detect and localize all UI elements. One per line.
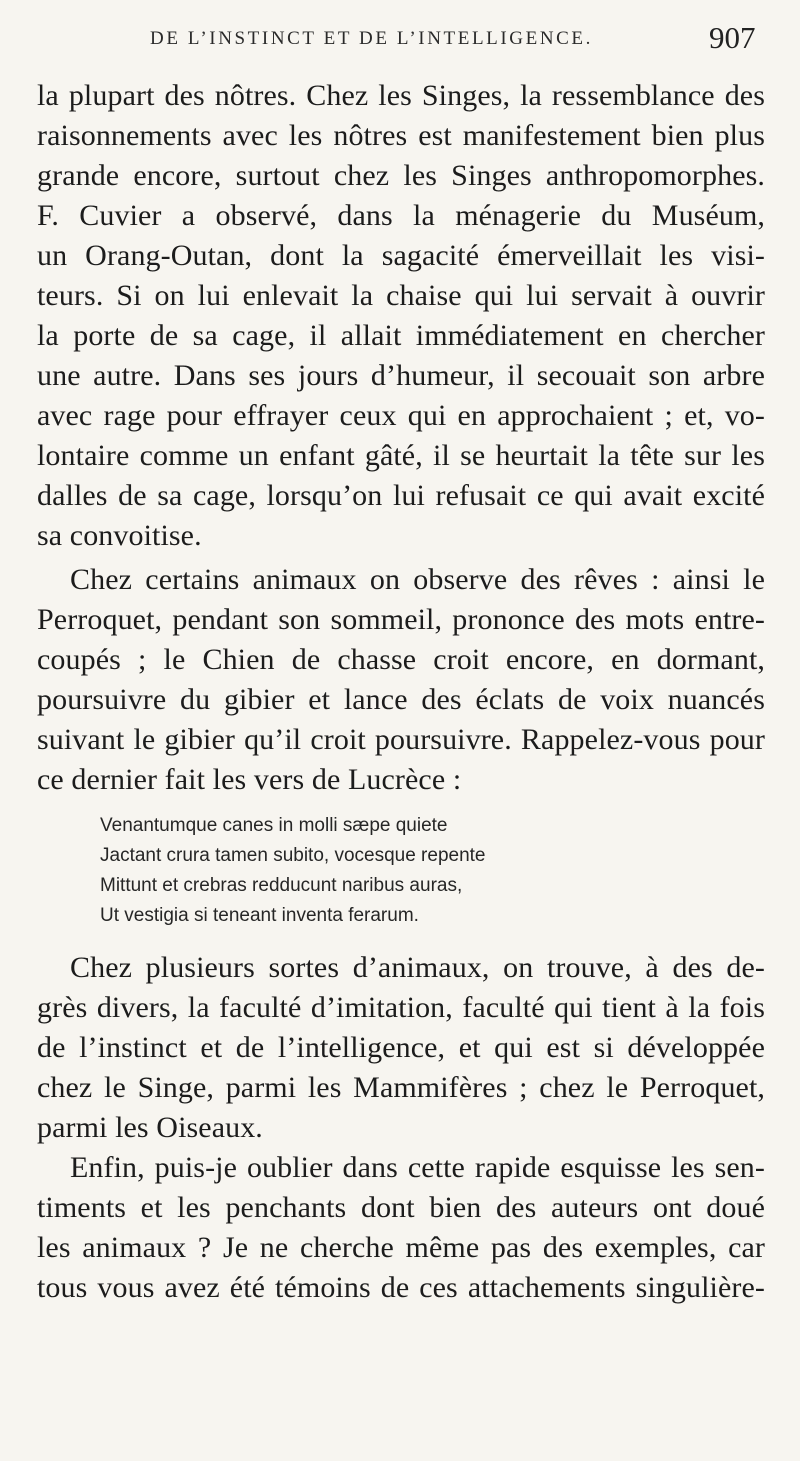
text-line: poursuivre du gibier et lance des éclats de voix nuancés	[37, 683, 765, 716]
text-line: la porte de sa cage, il allait immédiatement en chercher	[37, 319, 765, 352]
text-line: les animaux ? Je ne cherche même pas des exemples, car	[37, 1231, 765, 1264]
text-line: coupés ; le Chien de chasse croit encore, en dormant,	[37, 643, 765, 676]
text-line: dalles de sa cage, lorsqu’on lui refusait ce qui avait excité	[37, 479, 765, 512]
verse-line: Ut vestigia si teneant inventa ferarum.	[100, 905, 419, 926]
text-line: grès divers, la faculté d’imitation, faculté qui tient à la fois	[37, 991, 765, 1024]
text-line: raisonnements avec les nôtres est manifestement bien plus	[37, 119, 765, 152]
text-line: lontaire comme un enfant gâté, il se heurtait la tête sur les	[37, 439, 765, 472]
text-line: teurs. Si on lui enlevait la chaise qui lui servait à ouvrir	[37, 279, 765, 312]
text-line: Chez plusieurs sortes d’animaux, on trouve, à des de-	[70, 951, 765, 984]
text-line: grande encore, surtout chez les Singes anthropomorphes.	[37, 159, 765, 192]
text-line: la plupart des nôtres. Chez les Singes, la ressemblance des	[37, 79, 765, 112]
text-line: tous vous avez été témoins de ces attachements singulière-	[37, 1271, 765, 1304]
text-line: de l’instinct et de l’intelligence, et qui est si développée	[37, 1031, 765, 1064]
text-line: ce dernier fait les vers de Lucrèce :	[37, 763, 462, 796]
page-number: 907	[709, 20, 756, 55]
text-line: Perroquet, pendant son sommeil, prononce des mots entre-	[37, 603, 765, 636]
text-line: parmi les Oiseaux.	[37, 1111, 263, 1144]
verse-line: Mittunt et crebras redducunt naribus auras,	[100, 875, 463, 896]
text-line: un Orang-Outan, dont la sagacité émerveillait les visi-	[37, 239, 765, 272]
running-title: DE L’INSTINCT ET DE L’INTELLIGENCE.	[150, 28, 593, 49]
text-line: F. Cuvier a observé, dans la ménagerie du Muséum,	[37, 199, 765, 232]
text-line: Enfin, puis-je oublier dans cette rapide esquisse les sen-	[70, 1151, 765, 1184]
text-line: suivant le gibier qu’il croit poursuivre. Rappelez-vous pour	[37, 723, 765, 756]
text-line: Chez certains animaux on observe des rêves : ainsi le	[70, 563, 765, 596]
verse-line: Jactant crura tamen subito, vocesque repente	[100, 845, 486, 866]
verse-line: Venantumque canes in molli sæpe quiete	[100, 815, 448, 836]
running-header	[0, 20, 800, 60]
text-line: avec rage pour effrayer ceux qui en approchaient ; et, vo-	[37, 399, 765, 432]
text-line: sa convoitise.	[37, 519, 202, 552]
text-line: timents et les penchants dont bien des auteurs ont doué	[37, 1191, 765, 1224]
text-line: une autre. Dans ses jours d’humeur, il secouait son arbre	[37, 359, 765, 392]
text-line: chez le Singe, parmi les Mammifères ; chez le Perroquet,	[37, 1071, 765, 1104]
